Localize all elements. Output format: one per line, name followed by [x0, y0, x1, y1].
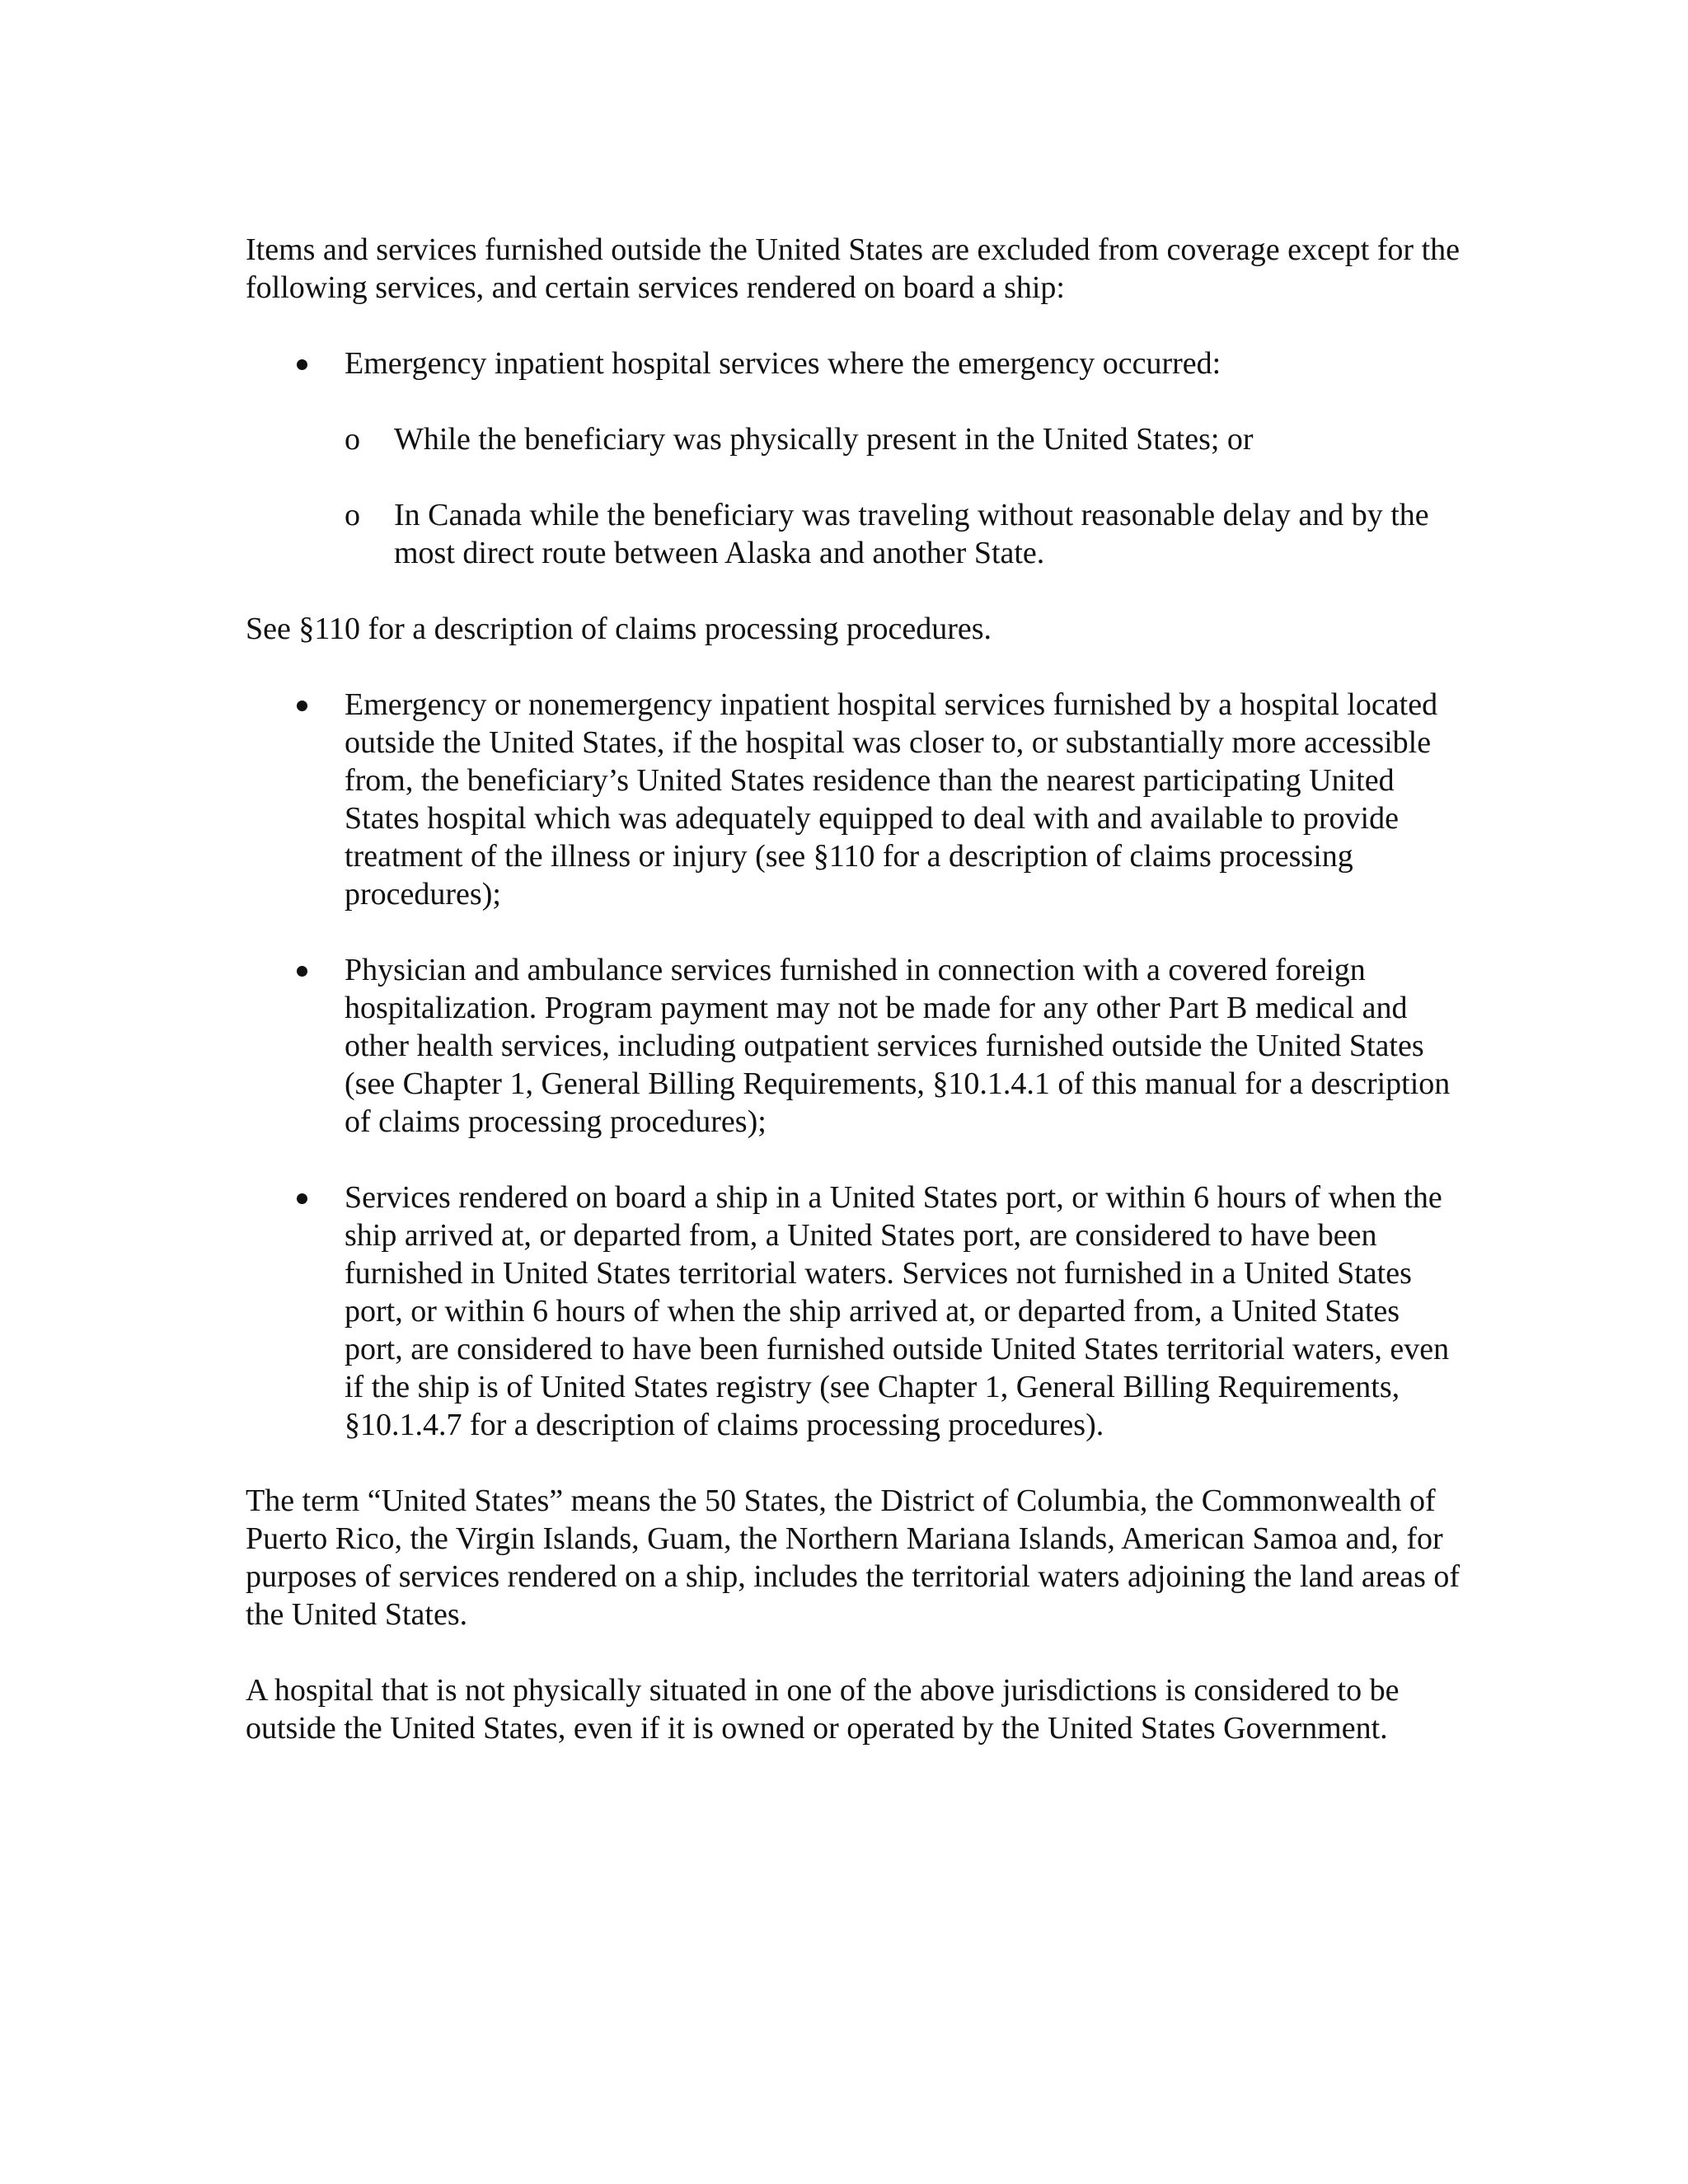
- see-reference-paragraph: See §110 for a description of claims processing procedures.: [246, 612, 992, 646]
- definition-paragraph: The term “United States” means the 50 States, the District of Columbia, the Commonwealth of Puerto Rico, the Virgin Islands, Guam, the Northern Mariana Islands, American Samoa and, for purposes of services rendered on a ship, includes the territorial waters adjoining the land areas of the United States.: [246, 1483, 1461, 1632]
- bullet-icon: [297, 951, 313, 989]
- list-item-text: Emergency or nonemergency inpatient hospital services furnished by a hospital located outside the United States, if the hospital was closer to, or substantially more accessible from, the beneficiary’s United States residence than the nearest participating United States hospital which was adequately equipped to deal with and available to provide treatment of the illness or injury (see §110 for a description of claims processing procedures);: [345, 687, 1438, 912]
- intro-paragraph: Items and services furnished outside the United States are excluded from coverage except for the following services, and certain services rendered on board a ship:: [246, 232, 1461, 305]
- sub-bullet-marker: o: [345, 498, 360, 532]
- bullet-icon: [297, 1179, 313, 1216]
- list-item-text: Emergency inpatient hospital services where the emergency occurred:: [345, 346, 1221, 381]
- list-item: [246, 686, 1465, 913]
- sub-bullet-marker: o: [345, 422, 360, 457]
- bullet-icon: [297, 344, 313, 382]
- document-page: [246, 231, 1465, 1785]
- list-item: [246, 951, 1465, 1141]
- list-item: [246, 344, 1465, 572]
- sub-list-item: [345, 496, 1465, 572]
- list-item-text: Physician and ambulance services furnished in connection with a covered foreign hospitalization. Program payment may not be made for any other Part B medical and other health services, including outpatient services furnished outside the United States (see Chapter 1, General Billing Requirements, §10.1.4.1 of this manual for a description of claims processing procedures);: [345, 953, 1451, 1139]
- sub-list: [345, 420, 1465, 572]
- sub-list-item-text: In Canada while the beneficiary was traveling without reasonable delay and by the most direct route between Alaska and another State.: [394, 498, 1429, 570]
- hospital-paragraph: A hospital that is not physically situated in one of the above jurisdictions is considered to be outside the United States, even if it is owned or operated by the United States Government.: [246, 1673, 1400, 1746]
- list-item: [246, 1179, 1465, 1444]
- bullet-list-services: [246, 686, 1465, 1444]
- list-item-text: Services rendered on board a ship in a United States port, or within 6 hours of when the ship arrived at, or departed from, a United States port, are considered to have been furnished in United States territorial waters. Services not furnished in a United States port, or within 6 hours of when the ship arrived at, or departed from, a United States port, are considered to have been furnished outside United States territorial waters, even if the ship is of United States registry (see Chapter 1, General Billing Requirements, §10.1.4.7 for a description of claims processing procedures).: [345, 1180, 1450, 1442]
- bullet-list-emergency: [246, 344, 1465, 572]
- sub-list-item: [345, 420, 1465, 458]
- sub-list-item-text: While the beneficiary was physically present in the United States; or: [394, 422, 1254, 457]
- bullet-icon: [297, 686, 313, 724]
